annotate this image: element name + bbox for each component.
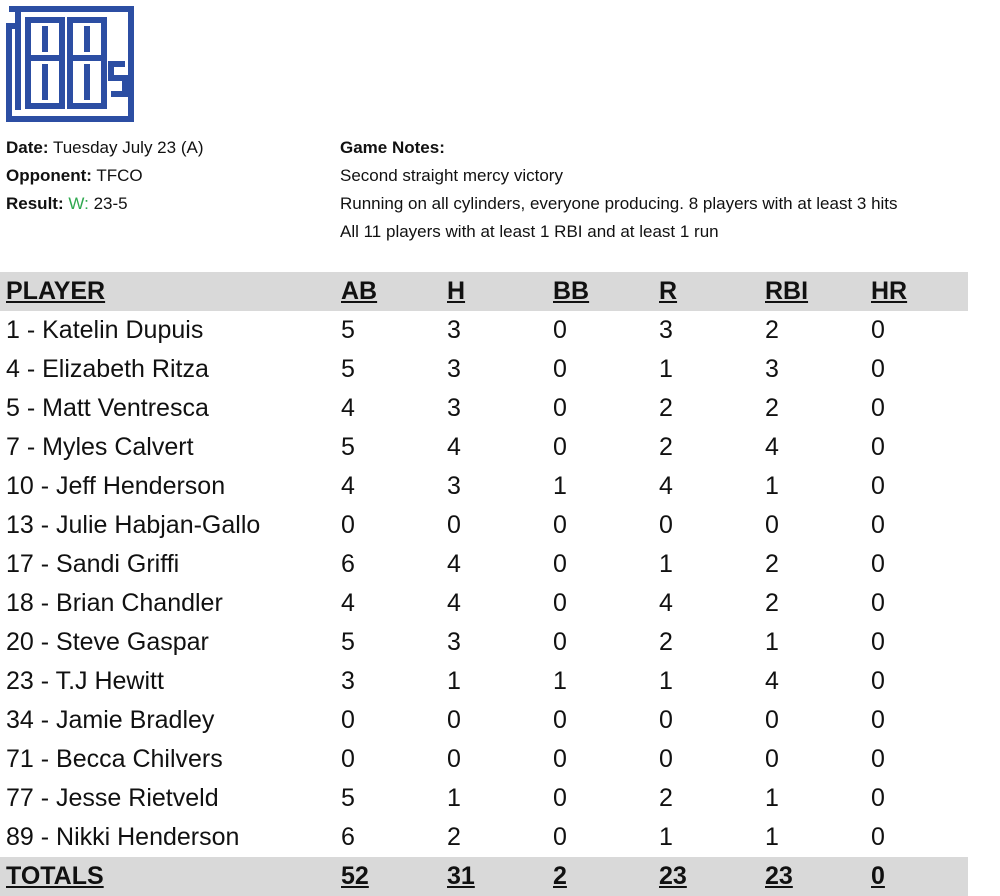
- team-logo: [6, 6, 134, 122]
- h-value: 1: [447, 784, 461, 812]
- table-row: [0, 818, 968, 857]
- h-value: 3: [447, 355, 461, 383]
- bb-value: 0: [553, 550, 567, 578]
- rbi-value: 2: [765, 316, 779, 344]
- game-note: Running on all cylinders, everyone producing. 8 players with at least 3 hits: [340, 194, 898, 213]
- table-row: [0, 623, 968, 662]
- hr-value: 0: [871, 355, 885, 383]
- player-name: 13 - Julie Habjan-Gallo: [6, 511, 261, 539]
- rbi-value: 2: [765, 550, 779, 578]
- bb-value: 0: [553, 706, 567, 734]
- ab-value: 0: [341, 745, 355, 773]
- totals-bb: 2: [553, 862, 567, 890]
- table-row: [0, 662, 968, 701]
- player-name: 23 - T.J Hewitt: [6, 667, 164, 695]
- r-value: 0: [659, 745, 673, 773]
- r-value: 2: [659, 784, 673, 812]
- table-row: [0, 740, 968, 779]
- r-value: 4: [659, 472, 673, 500]
- result-label: Result:: [6, 194, 64, 213]
- h-value: 3: [447, 628, 461, 656]
- h-value: 3: [447, 394, 461, 422]
- rbi-value: 2: [765, 394, 779, 422]
- player-name: 34 - Jamie Bradley: [6, 706, 215, 734]
- ab-value: 5: [341, 784, 355, 812]
- bb-value: 1: [553, 667, 567, 695]
- hr-value: 0: [871, 823, 885, 851]
- rbi-value: 4: [765, 667, 779, 695]
- totals-ab: 52: [341, 862, 369, 890]
- player-name: 1 - Katelin Dupuis: [6, 316, 204, 344]
- header-rbi: RBI: [765, 277, 809, 305]
- bb-value: 0: [553, 784, 567, 812]
- table-row: [0, 701, 968, 740]
- game-notes: [340, 134, 898, 246]
- rbi-value: 1: [765, 472, 779, 500]
- hr-value: 0: [871, 784, 885, 812]
- ab-value: 5: [341, 628, 355, 656]
- hr-value: 0: [871, 394, 885, 422]
- player-name: 17 - Sandi Griffi: [6, 550, 180, 578]
- header-r: R: [659, 277, 678, 305]
- hr-value: 0: [871, 628, 885, 656]
- header-h: H: [447, 277, 466, 305]
- bb-value: 0: [553, 589, 567, 617]
- bb-value: 0: [553, 628, 567, 656]
- date-label: Date:: [6, 138, 49, 157]
- game-notes-label: Game Notes:: [340, 138, 445, 157]
- opponent-value: TFCO: [96, 166, 143, 185]
- header-bb: BB: [553, 277, 590, 305]
- game-info: [6, 134, 203, 218]
- r-value: 0: [659, 706, 673, 734]
- ab-value: 4: [341, 589, 355, 617]
- r-value: 2: [659, 628, 673, 656]
- result-score: 23-5: [93, 194, 128, 213]
- date-line: [6, 134, 203, 162]
- game-note: Second straight mercy victory: [340, 166, 563, 185]
- hr-value: 0: [871, 433, 885, 461]
- header-player: PLAYER: [6, 277, 106, 305]
- r-value: 4: [659, 589, 673, 617]
- ab-value: 6: [341, 823, 355, 851]
- rbi-value: 1: [765, 628, 779, 656]
- totals-r: 23: [659, 862, 687, 890]
- ab-value: 0: [341, 706, 355, 734]
- h-value: 1: [447, 667, 461, 695]
- rbi-value: 0: [765, 745, 779, 773]
- totals-rbi: 23: [765, 862, 793, 890]
- table-row: [0, 506, 968, 545]
- table-row: [0, 428, 968, 467]
- h-value: 0: [447, 706, 461, 734]
- r-value: 1: [659, 550, 673, 578]
- player-name: 77 - Jesse Rietveld: [6, 784, 219, 812]
- r-value: 0: [659, 511, 673, 539]
- player-name: 71 - Becca Chilvers: [6, 745, 223, 773]
- ab-value: 4: [341, 394, 355, 422]
- r-value: 1: [659, 667, 673, 695]
- player-name: 7 - Myles Calvert: [6, 433, 194, 461]
- ab-value: 6: [341, 550, 355, 578]
- r-value: 3: [659, 316, 673, 344]
- header-ab: AB: [341, 277, 378, 305]
- h-value: 3: [447, 316, 461, 344]
- bb-value: 0: [553, 823, 567, 851]
- result-line: [6, 190, 203, 218]
- table-row: [0, 389, 968, 428]
- bb-value: 0: [553, 511, 567, 539]
- table-header-row: [0, 272, 968, 311]
- table-row: [0, 779, 968, 818]
- hr-value: 0: [871, 745, 885, 773]
- rbi-value: 3: [765, 355, 779, 383]
- table-row: [0, 584, 968, 623]
- bb-value: 1: [553, 472, 567, 500]
- hr-value: 0: [871, 706, 885, 734]
- h-value: 4: [447, 550, 461, 578]
- player-name: 20 - Steve Gaspar: [6, 628, 209, 656]
- h-value: 4: [447, 589, 461, 617]
- r-value: 2: [659, 433, 673, 461]
- rbi-value: 0: [765, 706, 779, 734]
- h-value: 2: [447, 823, 461, 851]
- player-name: 10 - Jeff Henderson: [6, 472, 226, 500]
- bb-value: 0: [553, 394, 567, 422]
- bb-value: 0: [553, 316, 567, 344]
- player-name: 18 - Brian Chandler: [6, 589, 223, 617]
- hr-value: 0: [871, 511, 885, 539]
- rbi-value: 2: [765, 589, 779, 617]
- totals-hr: 0: [871, 862, 885, 890]
- hr-value: 0: [871, 472, 885, 500]
- ab-value: 0: [341, 511, 355, 539]
- ab-value: 5: [341, 316, 355, 344]
- player-name: 4 - Elizabeth Ritza: [6, 355, 209, 383]
- r-value: 1: [659, 823, 673, 851]
- h-value: 0: [447, 511, 461, 539]
- opponent-line: [6, 162, 203, 190]
- ab-value: 5: [341, 433, 355, 461]
- h-value: 0: [447, 745, 461, 773]
- bb-value: 0: [553, 433, 567, 461]
- date-value: Tuesday July 23 (A): [52, 138, 204, 157]
- bb-value: 0: [553, 355, 567, 383]
- opponent-label: Opponent:: [6, 166, 92, 185]
- hr-value: 0: [871, 550, 885, 578]
- totals-label: TOTALS: [6, 862, 104, 890]
- ab-value: 4: [341, 472, 355, 500]
- h-value: 4: [447, 433, 461, 461]
- rbi-value: 4: [765, 433, 779, 461]
- table-row: [0, 467, 968, 506]
- ab-value: 5: [341, 355, 355, 383]
- game-note: All 11 players with at least 1 RBI and at least 1 run: [340, 222, 719, 241]
- bb-value: 0: [553, 745, 567, 773]
- r-value: 1: [659, 355, 673, 383]
- header-hr: HR: [871, 277, 908, 305]
- totals-row: [0, 857, 968, 896]
- player-name: 89 - Nikki Henderson: [6, 823, 240, 851]
- table-row: [0, 545, 968, 584]
- h-value: 3: [447, 472, 461, 500]
- hr-value: 0: [871, 667, 885, 695]
- table-row: [0, 311, 968, 350]
- r-value: 2: [659, 394, 673, 422]
- box-score-table: [0, 272, 968, 896]
- rbi-value: 0: [765, 511, 779, 539]
- hr-value: 0: [871, 316, 885, 344]
- result-win-indicator: W:: [68, 194, 89, 213]
- hr-value: 0: [871, 589, 885, 617]
- player-name: 5 - Matt Ventresca: [6, 394, 209, 422]
- ab-value: 3: [341, 667, 355, 695]
- rbi-value: 1: [765, 823, 779, 851]
- table-row: [0, 350, 968, 389]
- rbi-value: 1: [765, 784, 779, 812]
- totals-h: 31: [447, 862, 475, 890]
